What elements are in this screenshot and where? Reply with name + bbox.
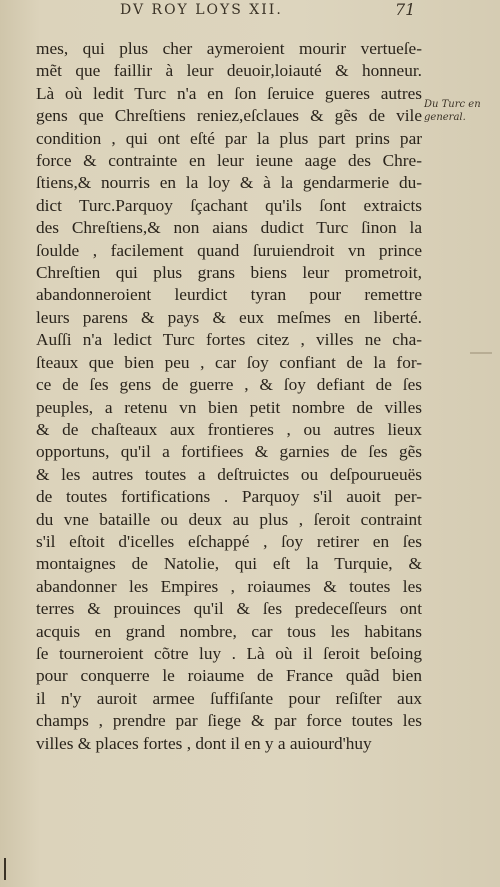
text-line: Chreſtien qui plus grans biens leur prometroit,: [36, 263, 422, 283]
running-head: DV ROY LOYS XII.: [120, 2, 283, 18]
marginal-note-line-2: general.: [424, 112, 466, 123]
text-line: s'il eſtoit d'icelles eſchappé , ſoy retirer en ſes: [36, 531, 422, 551]
text-line: force & contrainte en leur ieune aage des Chre-: [36, 151, 422, 171]
text-line: leurs parens & pays & eux meſmes en liberté.: [36, 307, 422, 327]
text-line: & les autres toutes a deſtruictes ou deſpourueuës: [36, 464, 422, 484]
text-line: gens que Chreſtiens reniez,eſclaues & gẽs de vile: [36, 106, 422, 126]
text-line: il n'y auroit armee ſuffiſante pour reſiſter aux: [36, 688, 422, 708]
text-line: Auſſi n'a ledict Turc fortes citez , villes ne cha-: [36, 330, 422, 350]
text-line: villes & places fortes , dont il en y a auiourd'huy: [36, 733, 372, 753]
text-line: montaignes de Natolie, qui eſt la Turquie, &: [36, 554, 422, 574]
text-line: mẽt que faillir à leur deuoir,loiauté & honneur.: [36, 61, 422, 81]
text-line: abandonneroient leurdict tyran pour remettre: [36, 285, 422, 305]
text-line: de toutes fortifications . Parquoy s'il auoit per-: [36, 487, 422, 507]
text-line: du vne bataille ou deux au plus , ſeroit contraint: [36, 509, 422, 529]
text-line: Là où ledit Turc n'a en ſon ſeruice gueres autres: [36, 83, 422, 103]
text-line: & de chaſteaux aux frontieres , ou autres lieux: [36, 419, 422, 439]
marginal-note-line-1: Du Turc en: [424, 99, 481, 110]
text-line: ce de ſes gens de guerre , & ſoy defiant de ſes: [36, 375, 422, 395]
text-line: abandonner les Empires , roiaumes & toutes les: [36, 576, 422, 596]
text-line: terres & prouinces qu'il & ſes predeceſſeurs ont: [36, 599, 422, 619]
edge-mark: [4, 858, 6, 880]
text-line: pour conquerre le roiaume de France quãd bien: [36, 666, 422, 686]
text-line: condition , qui ont eſté par la plus part prins par: [36, 128, 422, 148]
text-line: champs , prendre par ſiege & par force toutes les: [36, 711, 422, 731]
text-line: peuples, a retenu vn bien petit nombre de villes: [36, 397, 422, 417]
page-number: 71: [395, 0, 416, 19]
ink-mark: [470, 352, 492, 354]
text-line: ſtiens,& nourris en la loy & à la gendarmerie du-: [36, 173, 422, 193]
text-line: ſoulde , facilement quand ſuruiendroit vn prince: [36, 240, 422, 260]
text-line: mes, qui plus cher aymeroient mourir vertueſe-: [36, 39, 422, 58]
text-line: acquis en grand nombre, car tous les habitans: [36, 621, 422, 641]
text-line: opportuns, qu'il a fortifiees & garnies de ſes gẽs: [36, 442, 422, 462]
text-line: dict Turc.Parquoy ſçachant qu'ils ſont extraicts: [36, 195, 422, 215]
text-line: ſteaux que bien peu , car ſoy confiant de la for-: [36, 352, 422, 372]
body-text: [36, 38, 422, 755]
text-line: ſe tourneroient cõtre luy . Là où il ſeroit beſoing: [36, 643, 422, 663]
text-line: des Chreſtiens,& non aians dudict Turc ſinon la: [36, 218, 422, 238]
marginal-note: [424, 98, 500, 124]
